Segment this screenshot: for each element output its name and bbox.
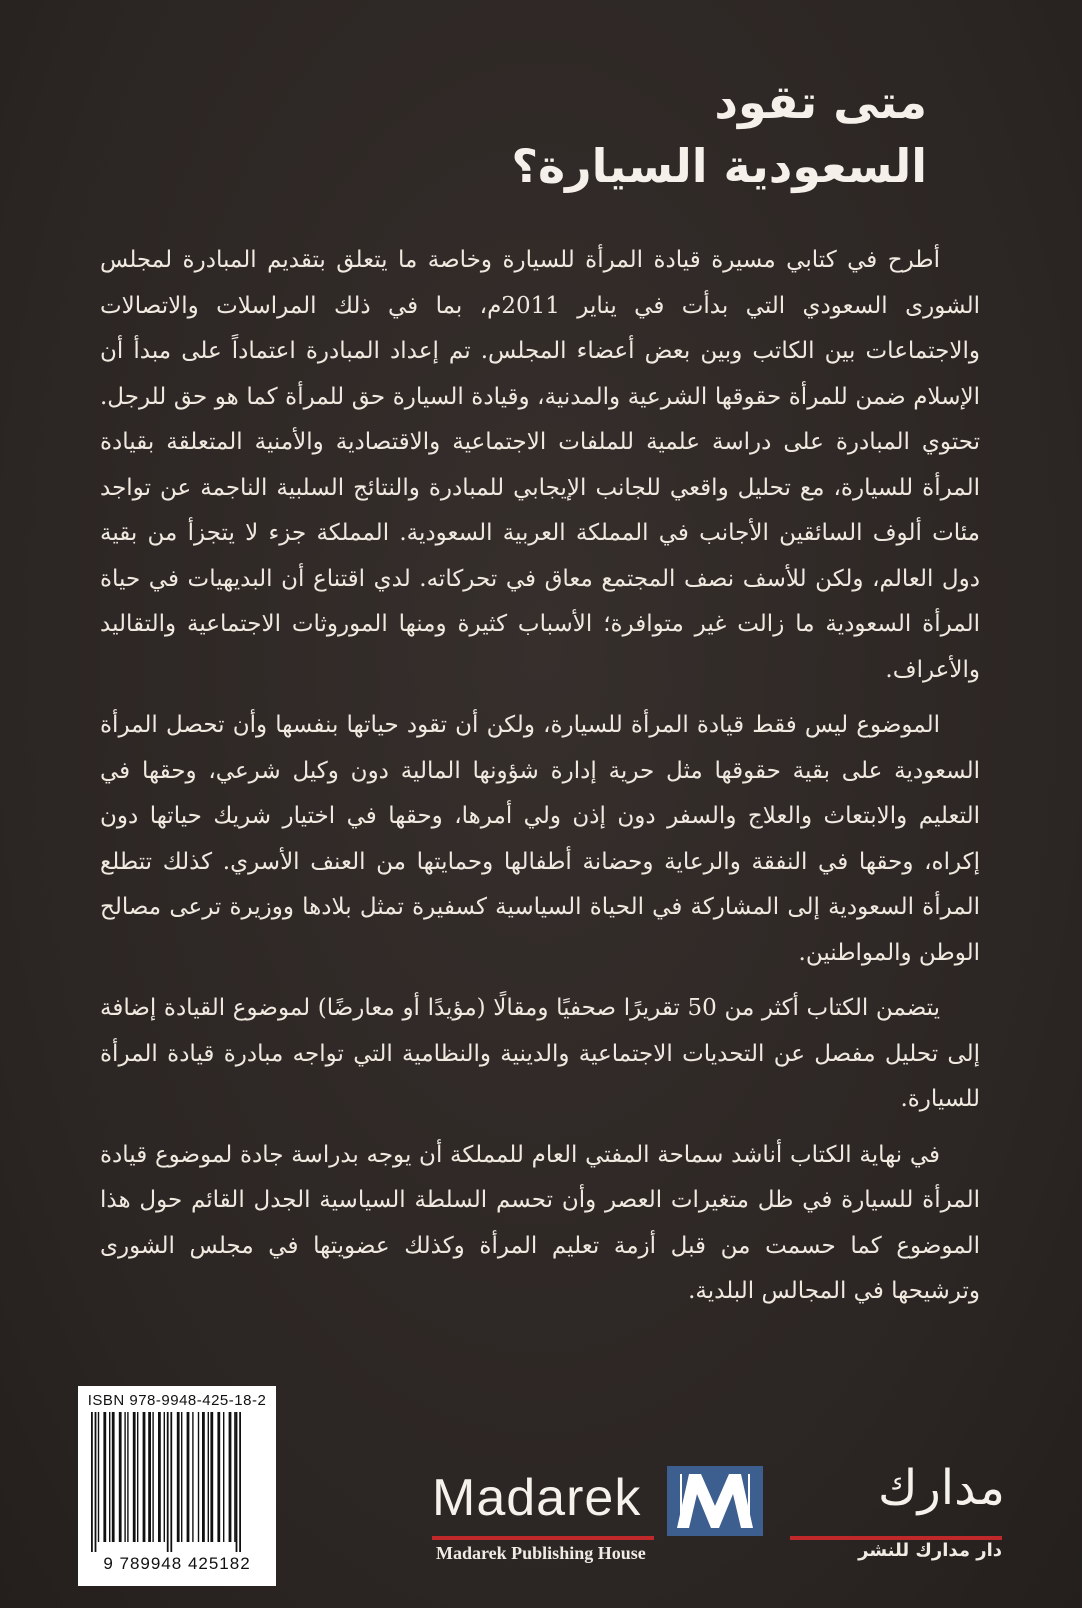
barcode-bar bbox=[143, 1412, 146, 1542]
barcode-bar bbox=[210, 1412, 213, 1542]
isbn-barcode bbox=[78, 1386, 276, 1586]
barcode-bars bbox=[87, 1412, 267, 1552]
blurb-paragraph-2: الموضوع ليس فقط قيادة المرأة للسيارة، ولكن أن تقود حياتها بنفسها وأن تحصل المرأة السعودية على بقية حقوقها مثل حرية إدارة شؤونها المالية دون وكيل شرعي، وحقها في التعليم والابتعاث والعلاج والسفر دون إذن ولي أمرها، وحقها في اختيار شريك حياتها دون إكراه، وحقها في النفقة والرعاية وحضانة أطفالها وحمايتها من العنف الأسري. كذلك تتطلع المرأة السعودية إلى المشاركة في الحياة السياسية كسفيرة تمثل بلادها ووزيرة ترعى مصالح الوطن والمواطنين. bbox=[100, 712, 980, 966]
barcode-bar bbox=[95, 1412, 97, 1552]
blurb-paragraph-1: أطرح في كتابي مسيرة قيادة المرأة للسيارة وخاصة ما يتعلق بتقديم المبادرة لمجلس الشورى السعودي التي بدأت في يناير 2011م، بما في ذلك المراسلات والاتصالات والاجتماعات بين الكاتب وبين بعض أعضاء المجلس. تم إعداد المبادرة اعتماداً على مبدأ أن الإسلام ضمن للمرأة حقوقها الشرعية والمدنية، وقيادة السيارة حق للمرأة كما هو حق للرجل. تحتوي المبادرة على دراسة علمية للملفات الاجتماعية والاقتصادية والأمنية المتعلقة بقيادة المرأة للسيارة، مع تحليل واقعي للجانب الإيجابي للمبادرة والنتائج السلبية الناجمة عن تواجد مئات ألوف السائقين الأجانب في المملكة العربية السعودية. المملكة جزء لا يتجزأ من بقية دول العالم، ولكن للأسف نصف المجتمع معاق في تحركاته. لدي اقتناع أن البديهيات في حياة المرأة السعودية ما زالت غير متوافرة؛ الأسباب كثيرة ومنها الموروثات الاجتماعية والتقاليد والأعراف. bbox=[100, 247, 981, 683]
barcode-bar bbox=[177, 1412, 180, 1542]
isbn-digits: 9 789948 425182 bbox=[103, 1554, 251, 1573]
publisher-tagline-arabic: دار مدارك للنشر bbox=[858, 1540, 1002, 1561]
barcode-bar bbox=[112, 1412, 115, 1542]
publisher-tagline-latin: Madarek Publishing House bbox=[436, 1543, 646, 1563]
blurb-text bbox=[100, 238, 980, 1325]
accent-line-left bbox=[432, 1536, 654, 1540]
barcode-bar bbox=[119, 1412, 122, 1542]
barcode-bar bbox=[152, 1412, 153, 1542]
blurb-paragraph-3: يتضمن الكتاب أكثر من 50 تقريرًا صحفيًا ومقالًا (مؤيدًا أو معارضًا) لموضوع القيادة إضافة إلى تحليل مفصل عن التحديات الاجتماعية والدينية والنظامية التي تواجه مبادرة قيادة المرأة للسيارة. bbox=[100, 995, 980, 1112]
title-line-1: متى تقود bbox=[714, 75, 927, 129]
barcode-bar bbox=[124, 1412, 125, 1542]
barcode-bar bbox=[148, 1412, 151, 1542]
blurb-paragraph-4: في نهاية الكتاب أناشد سماحة المفتي العام للمملكة أن يوجه بدراسة جادة لموضوع قيادة المرأة للسيارة في ظل متغيرات العصر وأن تحسم السلطة السياسية الجدل القائم حول هذا الموضوع كما حسمت من قبل أزمة تعليم المرأة وكذلك عضويتها في مجلس الشورى وترشيحها في المجالس البلدية. bbox=[100, 1141, 980, 1304]
barcode-bar bbox=[109, 1412, 110, 1542]
barcode-bar bbox=[167, 1412, 169, 1552]
barcode-bar bbox=[236, 1412, 238, 1552]
barcode-bar bbox=[137, 1412, 138, 1542]
barcode-bar bbox=[158, 1412, 161, 1542]
title-line-2: السعودية السيارة؟ bbox=[511, 139, 927, 193]
barcode-bar bbox=[98, 1412, 99, 1542]
barcode-bar bbox=[164, 1412, 165, 1542]
barcode-bar bbox=[170, 1412, 172, 1552]
barcode-bar bbox=[234, 1412, 235, 1542]
barcode-bar bbox=[192, 1412, 193, 1542]
book-title bbox=[127, 70, 927, 198]
barcode-bar bbox=[217, 1412, 220, 1542]
barcode-bar bbox=[127, 1412, 128, 1542]
barcode-bar bbox=[187, 1412, 190, 1542]
barcode-bar bbox=[103, 1412, 106, 1542]
publisher-name-latin: Madarek bbox=[432, 1469, 642, 1527]
isbn-label: ISBN 978-9948-425-18-2 bbox=[87, 1392, 267, 1409]
barcode-bar bbox=[198, 1412, 199, 1542]
barcode-bar bbox=[223, 1412, 224, 1542]
barcode-bar bbox=[91, 1412, 93, 1552]
barcode-bar bbox=[229, 1412, 232, 1542]
barcode-bar bbox=[181, 1412, 182, 1542]
barcode-bar bbox=[202, 1412, 205, 1542]
barcode-bar bbox=[239, 1412, 241, 1552]
barcode-bar bbox=[208, 1412, 209, 1542]
barcode-bar bbox=[133, 1412, 136, 1542]
publisher-name-arabic: مدارك bbox=[878, 1460, 1005, 1516]
publisher-logo-mark-icon bbox=[667, 1466, 763, 1536]
